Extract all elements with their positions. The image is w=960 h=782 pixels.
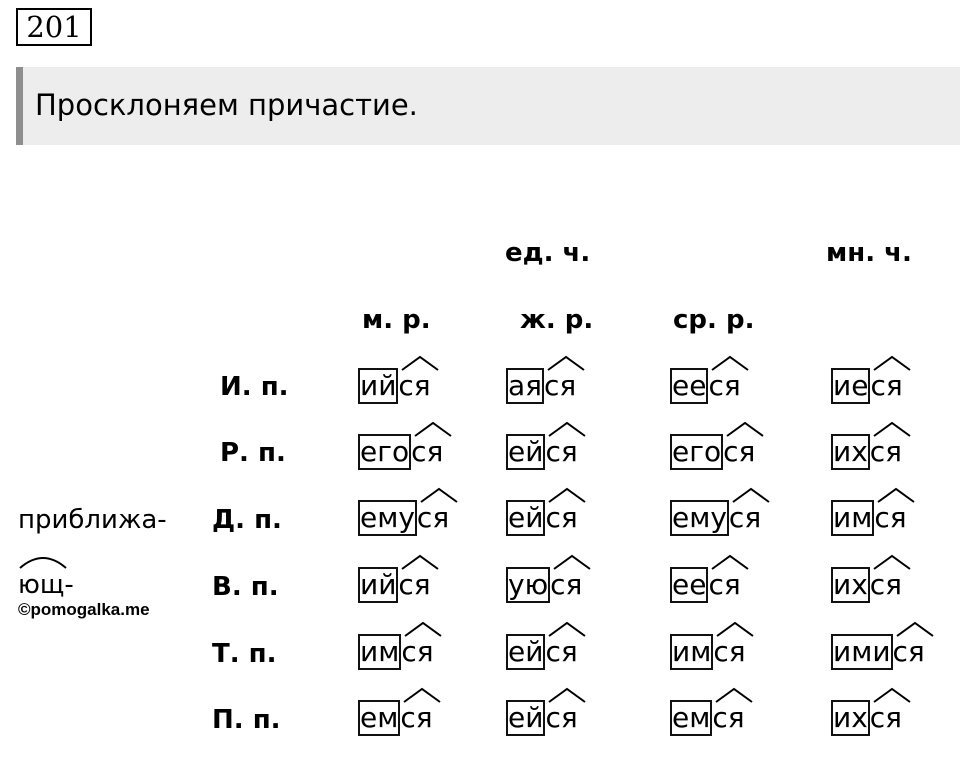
suffix <box>398 370 430 406</box>
suffix-arc-icon <box>547 487 587 503</box>
form-cell <box>831 567 902 603</box>
task-box <box>16 67 960 145</box>
suffix <box>729 502 761 538</box>
ending-box: его <box>360 435 410 468</box>
suffix-arc-icon <box>402 687 442 703</box>
suffix-text: ся <box>712 701 745 734</box>
header-plural: мн. ч. <box>826 238 912 268</box>
suffix-text: ся <box>545 501 578 534</box>
ending-box: ими <box>833 635 891 668</box>
suffix-arc-icon <box>895 621 935 637</box>
form-cell <box>670 567 741 603</box>
suffix-text: ся <box>708 369 741 402</box>
suffix-text: ся <box>723 435 756 468</box>
suffix-arc-icon <box>400 554 440 570</box>
suffix-arc-icon <box>552 554 592 570</box>
suffix-text: ся <box>411 435 444 468</box>
ending-box: ей <box>508 635 544 668</box>
form-cell <box>831 434 902 470</box>
suffix <box>708 370 740 406</box>
suffix-arc-icon <box>413 421 453 437</box>
ending-box: ие <box>833 369 869 402</box>
suffix <box>411 436 443 472</box>
suffix-text: ся <box>869 568 903 601</box>
case-label: Т. п. <box>212 639 277 669</box>
form-cell <box>358 634 434 670</box>
ending-box: ей <box>508 501 544 534</box>
ending-box: ую <box>508 568 549 601</box>
suffix <box>708 569 740 605</box>
suffix-text: ся <box>869 701 903 734</box>
ending-box: их <box>833 435 868 468</box>
suffix <box>401 636 433 672</box>
form-cell <box>506 368 576 404</box>
suffix-arc-icon <box>872 687 912 703</box>
ending-box: ее <box>672 369 707 402</box>
suffix <box>713 636 745 672</box>
suffix-text: ся <box>892 635 925 668</box>
form-cell <box>670 700 745 736</box>
header-masc: м. р. <box>362 305 431 335</box>
header-neut: ср. р. <box>673 305 755 335</box>
suffix <box>544 370 576 406</box>
exercise-number: 201 <box>16 8 92 46</box>
suffix-arc-icon <box>731 487 771 503</box>
suffix-text: ся <box>545 435 578 468</box>
stem-line-1: приближа- <box>18 505 167 535</box>
suffix <box>712 702 744 738</box>
form-cell <box>831 500 907 536</box>
suffix <box>545 702 577 738</box>
suffix <box>545 436 577 472</box>
root-arc-icon <box>18 552 68 570</box>
form-cell <box>670 434 755 470</box>
suffix-arc-icon <box>547 687 587 703</box>
suffix <box>870 436 902 472</box>
ending-box: ему <box>360 501 415 534</box>
form-cell <box>831 368 903 404</box>
suffix-arc-icon <box>876 487 916 503</box>
ending-box: ем <box>360 701 399 734</box>
suffix-arc-icon <box>710 355 750 371</box>
ending-box: им <box>833 501 873 534</box>
suffix-text: ся <box>416 501 450 534</box>
suffix-arc-icon <box>547 621 587 637</box>
watermark: ©pomogalka.me <box>18 600 150 619</box>
suffix-text: ся <box>874 501 907 534</box>
task-text: Просклоняем причастие. <box>35 88 418 122</box>
ending-box: ему <box>672 501 727 534</box>
suffix <box>417 502 449 538</box>
suffix-arc-icon <box>403 621 443 637</box>
suffix-arc-icon <box>872 421 912 437</box>
form-cell <box>506 700 578 736</box>
ending-box: их <box>833 568 868 601</box>
form-cell <box>506 500 578 536</box>
suffix-text: ся <box>713 635 746 668</box>
suffix-text: ся <box>545 635 578 668</box>
form-cell <box>831 634 925 670</box>
suffix-arc-icon <box>725 421 765 437</box>
suffix-text: ся <box>545 701 578 734</box>
form-cell <box>506 567 582 603</box>
form-cell <box>506 434 578 470</box>
ending-box: им <box>360 635 400 668</box>
suffix <box>545 636 577 672</box>
form-cell <box>670 500 761 536</box>
suffix <box>870 370 902 406</box>
suffix-text: ся <box>398 369 431 402</box>
stem-line-2: ющ- <box>18 570 74 600</box>
suffix-arc-icon <box>546 355 586 371</box>
suffix-arc-icon <box>872 554 912 570</box>
ending-box: ей <box>508 701 544 734</box>
suffix <box>545 502 577 538</box>
form-cell <box>506 634 578 670</box>
ending-box: их <box>833 701 868 734</box>
ending-box: ая <box>508 369 543 402</box>
case-label: И. п. <box>220 372 289 402</box>
ending-box: ее <box>672 568 707 601</box>
suffix <box>400 702 432 738</box>
suffix-text: ся <box>398 568 431 601</box>
suffix-arc-icon <box>400 355 440 371</box>
form-cell <box>358 368 431 404</box>
suffix-text: ся <box>550 568 583 601</box>
case-label: П. п. <box>212 705 281 735</box>
suffix-arc-icon <box>715 621 755 637</box>
suffix <box>893 636 925 672</box>
suffix-text: ся <box>870 369 903 402</box>
form-cell <box>358 567 431 603</box>
form-cell <box>358 700 433 736</box>
suffix-arc-icon <box>710 554 750 570</box>
case-label: В. п. <box>212 572 279 602</box>
header-fem: ж. р. <box>520 305 594 335</box>
suffix-text: ся <box>728 501 762 534</box>
ending-box: ей <box>508 435 544 468</box>
suffix-text: ся <box>401 635 434 668</box>
header-singular: ед. ч. <box>505 238 591 268</box>
suffix <box>550 569 582 605</box>
case-label: Д. п. <box>212 505 282 535</box>
form-cell <box>670 634 746 670</box>
suffix-text: ся <box>400 701 433 734</box>
ending-box: им <box>672 635 712 668</box>
ending-box: ем <box>672 701 711 734</box>
suffix-text: ся <box>869 435 903 468</box>
form-cell <box>358 500 449 536</box>
case-label: Р. п. <box>220 438 286 468</box>
suffix <box>870 569 902 605</box>
suffix <box>723 436 755 472</box>
suffix-arc-icon <box>419 487 459 503</box>
suffix-text: ся <box>708 568 741 601</box>
ending-box: ий <box>360 369 397 402</box>
suffix-arc-icon <box>547 421 587 437</box>
suffix-text: ся <box>544 369 577 402</box>
form-cell <box>358 434 443 470</box>
form-cell <box>670 368 741 404</box>
suffix <box>398 569 430 605</box>
suffix <box>870 702 902 738</box>
suffix-arc-icon <box>714 687 754 703</box>
suffix <box>874 502 906 538</box>
ending-box: его <box>672 435 722 468</box>
form-cell <box>831 700 902 736</box>
suffix-arc-icon <box>872 355 912 371</box>
ending-box: ий <box>360 568 397 601</box>
